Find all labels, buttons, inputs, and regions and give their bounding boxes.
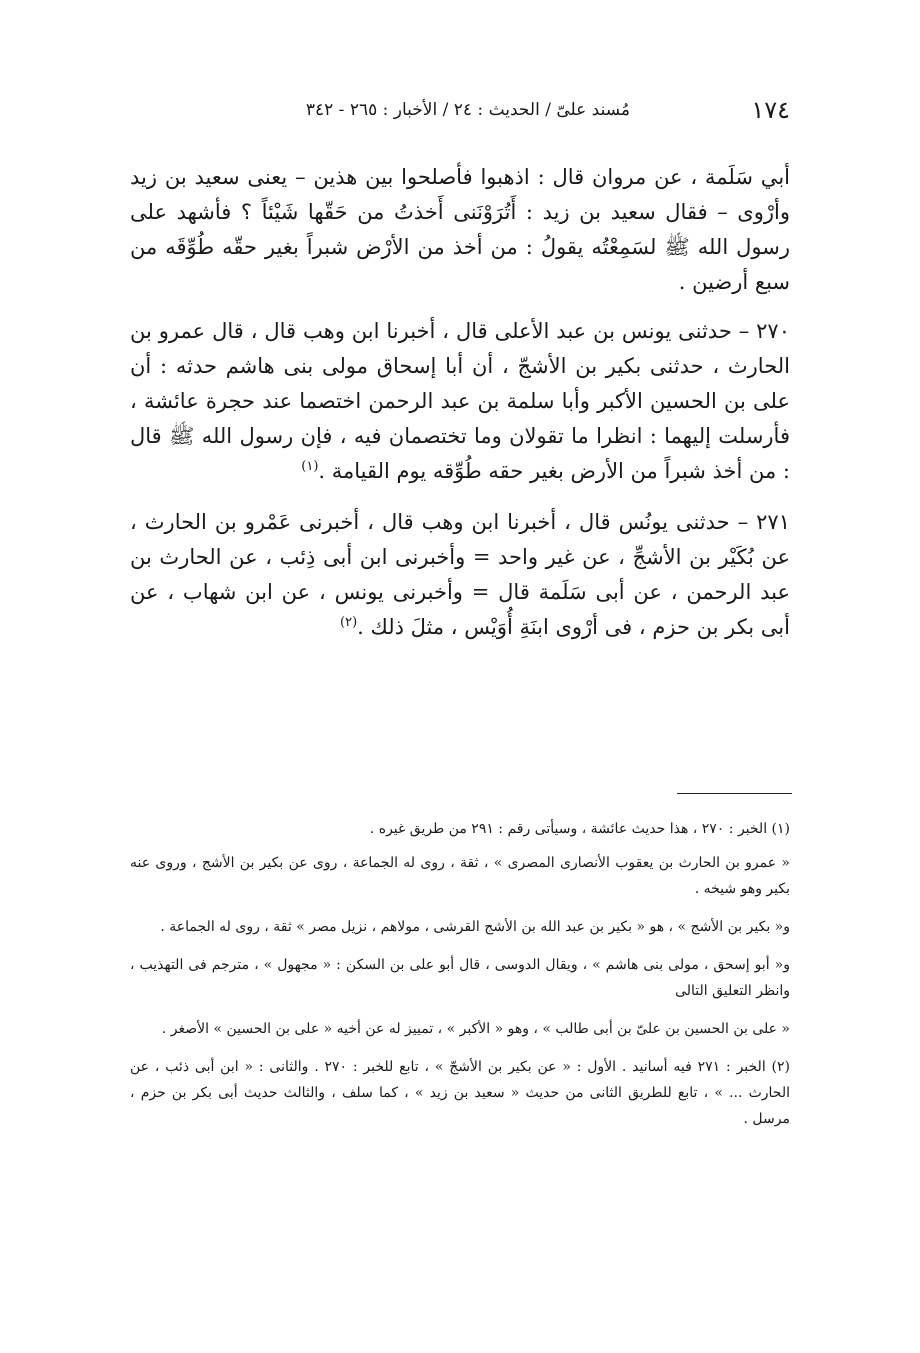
hadith-text: – حدثنى يونُس قال ، أخبرنا ابن وهب قال ، أخبرنى عَمْرو بن الحارث ، عن بُكَيْر بن الأشجِّ ، عن غير واحد = وأخبرنى ابن أبى ذِئب ، عن الحارث بن عبد الرحمن ، عن أبى سَلَمة قال = وأخبرنى يونس ، عن ابن شهاب ، عن أبى بكر بن حزم ، فى أرْوى ابنَةِ أُوَيْس ، مثلَ ذلك . xyxy=(130,510,790,639)
footnote: « على بن الحسين بن علىّ بن أبى طالب » ، وهو « الأكبر » ، تمييز له عن أخيه « على بن الحسين » الأصغر . xyxy=(161,1021,790,1037)
hadith-271 xyxy=(130,505,790,645)
page-number: ١٧٤ xyxy=(751,96,790,124)
footnote: و« أبو إسحق ، مولى بنى هاشم » ، ويقال الدوسى ، قال أبو على بن السكن : « مجهول » ، مترجم فى التهذيب ، وانظر التعليق التالى xyxy=(130,957,790,999)
footnote: (٢) الخبر : ٢٧١ فيه أسانيد . الأول : « عن بكير بن الأشجّ » ، تابع للخبر : ٢٧٠ . والثانى : « ابن أبى ذئب ، عن الحارث ... » ، تابع للطريق الثانى من حديث « سعيد بن زيد » ، كما سلف ، والثالث حديث أبى بكر بن حزم ، مرسل . xyxy=(130,1059,790,1127)
page-header xyxy=(130,93,790,127)
footnote-divider xyxy=(677,793,792,794)
footnote: و« بكير بن الأشج » ، هو « بكير بن عبد الله بن الأشج القرشى ، مولاهم ، نزيل مصر » ثقة ، روى له الجماعة . xyxy=(160,919,790,935)
running-head: مُسند علىّ / الحديث : ٢٤ / الأخبار : ٢٦٥ - ٣٤٢ xyxy=(305,100,630,120)
footnote-marker: (١) xyxy=(301,459,319,474)
footnotes xyxy=(130,816,790,1144)
main-text xyxy=(130,160,790,661)
footnote: (١) الخبر : ٢٧٠ ، هذا حديث عائشة ، وسيأتى رقم : ٢٩١ من طريق غيره . xyxy=(369,821,790,837)
footnote: « عمرو بن الحارث بن يعقوب الأنصارى المصرى » ، ثقة ، روى له الجماعة ، روى عن بكير بن الأشج ، وروى عنه بكير وهو شيخه . xyxy=(130,855,790,897)
paragraph-continuation: أبي سَلَمة ، عن مروان قال : اذهبوا فأصلحوا بين هذين – يعنى سعيد بن زيد وأرْوى – فقال سعيد بن زيد : أَتُرَوْنَنى أَخذتُ من حَقّها شَيْئاً ؟ فأشهد على رسول الله ﷺ لسَمِعْتُه يقولُ : من أخذ من الأرْض شبراً بغير حقّه طُوِّقَه من سبع أرضين . xyxy=(130,165,790,294)
footnote-marker: (٢) xyxy=(340,615,358,630)
hadith-270 xyxy=(130,314,790,489)
hadith-text: – حدثنى يونس بن عبد الأعلى قال ، أخبرنا ابن وهب قال ، قال عمرو بن الحارث ، حدثنى بكير بن الأشجّ ، أن أبا إسحاق مولى بنى هاشم حدثه : أن على بن الحسين الأكبر وأبا سلمة بن عبد الرحمن اختصما عند حجرة عائشة ، فأرسلت إليهما : انظرا ما تقولان وما تختصمان فيه ، فإن رسول الله ﷺ قال : من أخذ شبراً من الأرض بغير حقه طُوِّقه يوم القيامة . xyxy=(130,319,790,483)
hadith-number: ٢٧٠ xyxy=(756,319,790,343)
hadith-number: ٢٧١ xyxy=(756,510,790,534)
